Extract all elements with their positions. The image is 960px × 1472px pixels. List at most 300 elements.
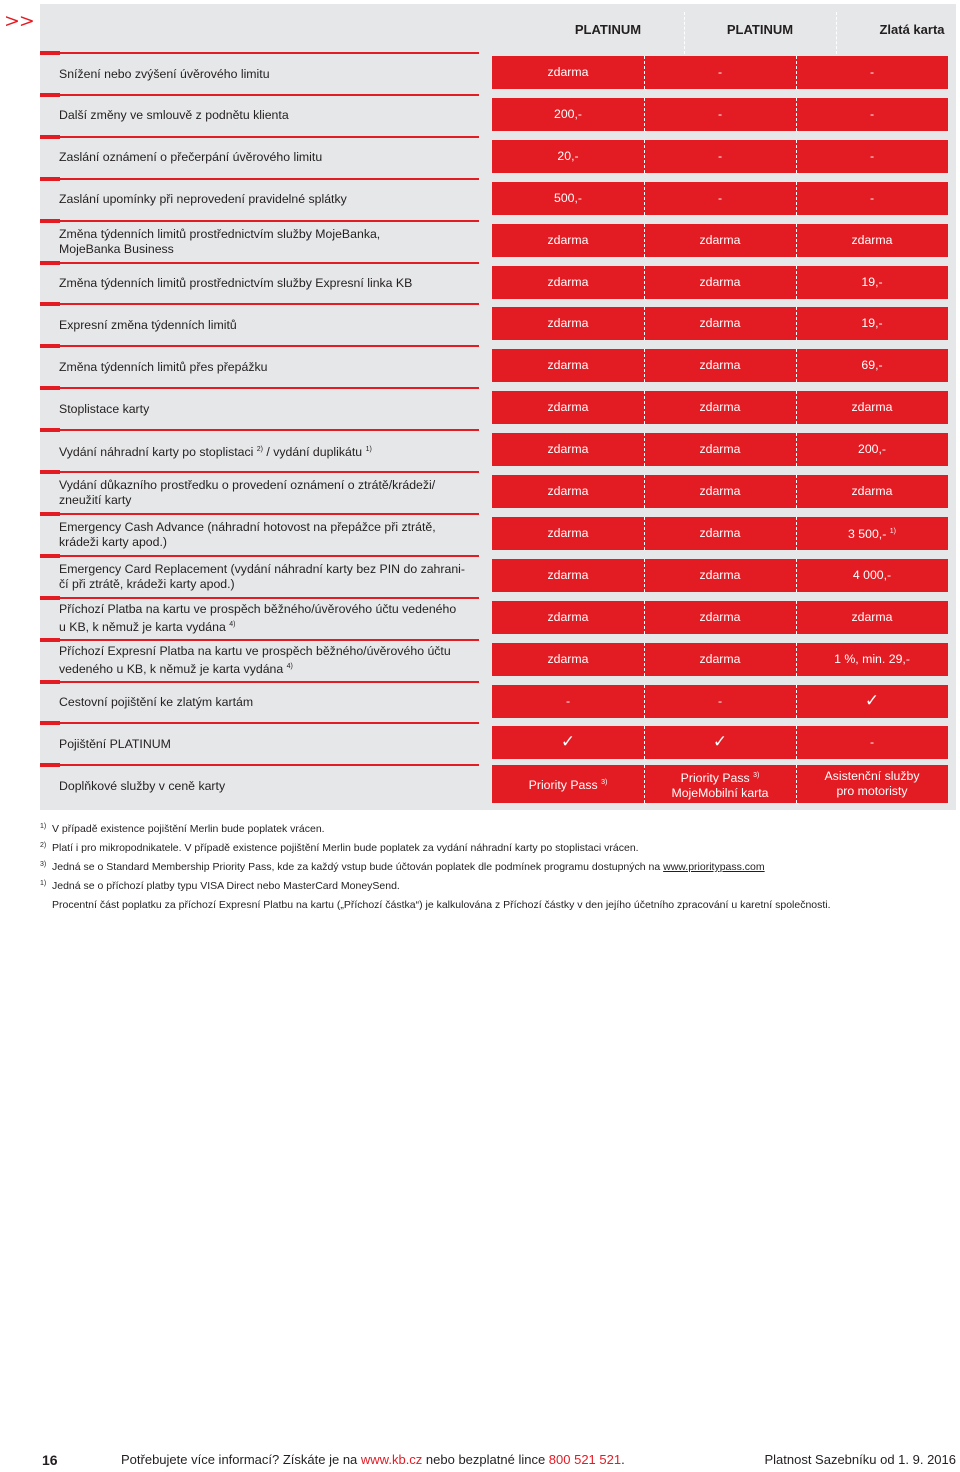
value-cells [492,559,948,592]
fee-value-text: zdarma [547,316,589,331]
footnote-mark: 1) [40,880,47,887]
fee-value-content [699,442,740,457]
value-cells [492,517,948,550]
row-label-text [59,737,171,752]
column-divider [644,685,645,718]
fee-value-text: zdarma [699,567,741,582]
footnote [40,839,940,858]
fee-value-text: 1 %, min. 29,- [834,651,910,666]
fee-value-text: Priority Pass [680,770,750,785]
row-label-text [59,442,372,460]
fee-value-text: 19,- [861,316,883,331]
fee-value [796,140,948,173]
fee-value-text: zdarma [699,525,741,540]
contact-text: nebo bezplatné lince [422,1452,549,1467]
row-label-main: Příchozí Platba na kartu ve prospěch běžného/úvěrového účtu vedeného u KB, k němuž je karta vydána [59,602,457,635]
checkmark-icon [796,685,948,718]
row-label [59,304,484,346]
row-label-text [59,360,267,375]
fee-value-text: 4 000,- [852,567,892,582]
fee-value-content [547,275,588,290]
footnote-ref: 1) [889,528,896,536]
row-label-text [59,478,435,508]
checkmark-icon [492,726,644,759]
column-divider [644,765,645,803]
fee-value [492,643,644,676]
fee-value [644,475,796,508]
fee-value-text: - [717,190,723,205]
footnote-mark: 3) [40,861,47,868]
row-label-main: Změna týdenních limitů prostřednictvím služby MojeBanka, MojeBanka Business [59,226,381,256]
column-divider [796,601,797,634]
table-row [40,640,948,682]
value-cells [492,224,948,257]
table-row [40,221,948,263]
row-label-text [59,402,149,417]
column-divider [684,12,685,54]
fee-value [644,307,796,340]
fee-value-content [547,316,588,331]
column-divider [796,643,797,676]
footnote [40,820,940,839]
fee-value-text: - [717,148,723,163]
fee-value-text: zdarma [547,400,589,415]
fee-value-text: zdarma [699,609,741,624]
kb-website-link[interactable]: www.kb.cz [360,1452,423,1467]
column-divider [796,765,797,803]
row-label-text [59,318,237,333]
row-label [59,179,484,221]
row-label-text [59,562,465,592]
row-label-main: Zaslání upomínky při neprovedení pravidelné splátky [59,192,347,207]
row-label [59,514,484,556]
value-cells [492,475,948,508]
fee-value-content [861,275,882,290]
fee-value [796,559,948,592]
fee-value [492,601,644,634]
row-label [59,598,484,640]
chevron-icon: >> [4,10,34,32]
column-divider [644,56,645,89]
fee-value-content [671,768,768,801]
fee-value-content [861,358,882,373]
fee-value-text: Asistenční služby pro motoristy [824,769,920,799]
fee-value-content [870,191,874,206]
prioritypass-link[interactable]: www.prioritypass.com [663,861,765,873]
row-label-main: Expresní změna týdenních limitů [59,317,237,332]
fee-value [796,349,948,382]
fee-value-content [870,107,874,122]
fee-value-text: - [869,735,875,750]
fee-value-text: - [869,106,875,121]
fee-value [796,643,948,676]
fee-value-content [718,65,722,80]
table-row [40,53,948,95]
column-divider [644,140,645,173]
row-label-main: Pojištění PLATINUM [59,736,171,751]
table-row [40,304,948,346]
row-label-text [59,779,225,794]
fee-value [796,224,948,257]
column-divider [836,12,837,54]
column-header-platinum-1: PLATINUM [574,22,642,37]
value-cells [492,307,948,340]
fee-value-text: zdarma [547,567,589,582]
fee-value [796,182,948,215]
fee-value [492,475,644,508]
fee-value-content [554,107,582,122]
fee-value-content [547,526,588,541]
column-divider [644,433,645,466]
fee-value-text: zdarma [851,609,893,624]
fee-value-text: zdarma [547,358,589,373]
row-label-main: Emergency Card Replacement (vydání náhradní karty bez PIN do zahrani- čí při ztrátě, krádeži karty apod.) [59,561,465,591]
column-divider [796,349,797,382]
row-label-text [59,150,322,165]
fee-value-content [547,233,588,248]
fee-value [644,685,796,718]
fee-value-text: 200,- [553,106,583,121]
value-cells [492,98,948,131]
value-cells [492,726,948,759]
fee-value-content [699,316,740,331]
fee-value [796,601,948,634]
fee-value [796,726,948,759]
fee-value-text: zdarma [851,484,893,498]
fee-value [796,475,948,508]
table-row [40,430,948,472]
value-cells [492,182,948,215]
fee-value-text: ✓ [864,690,880,711]
fee-value-text: ✓ [560,732,576,753]
row-label [59,346,484,388]
column-divider [796,56,797,89]
row-label-main: Cestovní pojištění ke zlatým kartám [59,695,254,709]
fee-value-content [699,400,740,415]
row-label [59,221,484,263]
footnote-text: Jedná se o příchozí platby typu VISA Direct nebo MasterCard MoneySend. [52,880,400,892]
table-row [40,95,948,137]
fee-value-text: 19,- [861,274,883,289]
row-label-main: Změna týdenních limitů prostřednictvím služby Expresní linka KB [59,276,413,290]
fee-value-content [870,149,874,164]
fee-value-text: zdarma [851,400,893,415]
row-label [59,765,484,807]
fee-value-content [851,484,892,499]
row-label-main: Příchozí Expresní Platba na kartu ve prospěch běžného/úvěrového účtu vedeného u KB, k němuž je karta vydána [59,644,451,677]
contact-info [121,1452,625,1467]
table-row [40,263,948,305]
column-divider [644,349,645,382]
footnote-ref: 3) [753,771,760,779]
column-divider [796,475,797,508]
fee-value-content [864,690,880,711]
fee-value [492,433,644,466]
fee-value-text: zdarma [547,525,589,540]
fee-value-content [560,732,576,753]
fee-value-text: 3 500,- [848,527,887,542]
fee-value [492,266,644,299]
table-row [40,556,948,598]
fee-value-text: - [717,65,723,79]
phone-number[interactable]: 800 521 521 [548,1452,622,1467]
row-label-main: Další změny ve smlouvě z podnětu klienta [59,108,289,123]
fee-value-content [851,400,892,415]
table-row [40,598,948,640]
fee-value-text: zdarma [547,609,589,624]
fee-value [644,433,796,466]
fee-value-text: Priority Pass [528,778,598,793]
table-row [40,765,948,807]
column-divider [644,391,645,424]
fee-value-text: - [869,190,875,205]
footnote-ref: 1) [365,446,372,454]
column-divider [644,182,645,215]
row-label [59,430,484,472]
fee-value-content [699,568,740,583]
footnote-mark: 1) [40,823,47,830]
fee-value-content [547,652,588,667]
fee-value-text: zdarma [699,232,741,247]
table-row [40,388,948,430]
column-divider [644,98,645,131]
value-cells [492,266,948,299]
fee-value-content [824,769,919,799]
fee-value-text: zdarma [699,274,741,289]
footnote-text: V případě existence pojištění Merlin bude poplatek vrácen. [52,823,325,835]
fee-value [492,307,644,340]
column-divider [796,726,797,759]
fee-value [644,224,796,257]
footnote-ref: 3) [601,779,608,787]
fee-value-text: - [717,106,723,121]
fee-value [492,391,644,424]
row-label [59,640,484,682]
fee-value [492,224,644,257]
fee-value [644,140,796,173]
row-label-main: Emergency Cash Advance (náhradní hotovost na přepážce při ztrátě, krádeži karty apod.) [59,519,436,549]
fee-value-text: zdarma [547,442,589,457]
footnote-ref: 4) [286,663,293,671]
fee-value-text: - [565,693,571,708]
value-cells [492,56,948,89]
fee-value-text: zdarma [547,232,589,247]
page-number: 16 [42,1452,58,1468]
fee-value-content [547,442,588,457]
footnote [40,896,940,915]
column-divider [796,517,797,550]
fee-value [796,433,948,466]
row-label [59,53,484,95]
fee-value-content [870,65,874,80]
row-label-main: Vydání důkazního prostředku o provedení oznámení o ztrátě/krádeži/ zneužití karty [59,478,436,507]
fee-value-text: zdarma [699,442,741,457]
fee-value-content [557,149,578,164]
fee-value [644,643,796,676]
footnote-text: Platí i pro mikropodnikatele. V případě existence pojištění Merlin bude poplatek za vydání náhradní karty po stoplistaci vrácen. [52,842,639,854]
fee-value-text: ✓ [712,732,728,753]
row-label-tail: / vydání duplikátu [263,445,363,460]
fee-value [796,765,948,803]
fee-value-content [834,652,910,667]
fee-value-content [566,694,570,709]
row-label-text [59,644,451,677]
fee-value [492,685,644,718]
column-header-platinum-2: PLATINUM [726,22,794,37]
fee-value [796,517,948,550]
column-divider [796,307,797,340]
fee-value-text: 69,- [861,358,883,373]
fee-value [644,391,796,424]
fee-value-content [718,694,722,709]
column-divider [644,601,645,634]
value-cells [492,433,948,466]
fee-value [492,98,644,131]
value-cells [492,685,948,718]
row-label [59,137,484,179]
column-divider [796,685,797,718]
fee-value-content [554,191,582,206]
row-label-text [59,67,270,82]
value-cells [492,601,948,634]
row-label [59,263,484,305]
fee-value-content [547,610,588,625]
fee-value-content [547,400,588,415]
fee-value-content [718,149,722,164]
fee-value [644,182,796,215]
table-row [40,472,948,514]
column-header-gold: Zlatá karta [879,22,945,37]
column-divider [796,182,797,215]
column-divider [644,517,645,550]
row-label [59,472,484,514]
column-divider [644,266,645,299]
row-label-main: Doplňkové služby v ceně karty [59,778,226,793]
value-cells [492,140,948,173]
fee-value-text: zdarma [547,651,589,666]
fee-value-content [718,107,722,122]
fee-value [644,266,796,299]
fee-value-content [870,735,874,750]
fee-value [796,391,948,424]
fee-value-content [699,275,740,290]
footnote-text: Procentní část poplatku za příchozí Expresní Platbu na kartu („Příchozí částka“) je kalkulována z Příchozí částky v den jejího účetního zpracování u karetní společnosti. [52,899,831,911]
fee-value [492,349,644,382]
fee-value [644,559,796,592]
column-divider [644,475,645,508]
table-row [40,723,948,765]
fee-value [492,517,644,550]
column-divider [796,140,797,173]
fee-value-content [529,775,608,793]
fee-value-text: - [869,65,875,79]
row-label-text [59,602,456,635]
contact-text: . [621,1452,625,1467]
row-label [59,723,484,765]
fee-value-content [851,233,892,248]
row-label-main: Změna týdenních limitů přes přepážku [59,359,268,374]
fee-value-content [699,233,740,248]
row-label [59,682,484,724]
row-label-text [59,276,412,291]
fee-value [492,559,644,592]
fee-value-content [699,610,740,625]
value-cells [492,391,948,424]
column-divider [796,391,797,424]
fee-value-text: zdarma [699,484,741,498]
footnote-text: Jedná se o Standard Membership Priority Pass, kde za každý vstup bude účtován poplatek dle podmínek programu dostupných na [52,861,664,873]
fee-value-content [547,65,588,80]
column-divider [644,643,645,676]
column-divider [644,224,645,257]
validity-note: Platnost Sazebníku od 1. 9. 2016 [764,1452,956,1467]
row-label-main: Zaslání oznámení o přečerpání úvěrového limitu [59,150,323,165]
fee-value-text: - [869,148,875,163]
column-headers [532,4,960,54]
fee-value-text: zdarma [699,400,741,415]
column-divider [796,98,797,131]
checkmark-icon [644,726,796,759]
page-footer [0,1452,960,1472]
footnote-mark: 2) [40,842,47,849]
table-row [40,514,948,556]
fee-value-text: - [717,693,723,708]
fee-value [644,517,796,550]
fee-value-content [699,652,740,667]
row-label-main: Vydání náhradní karty po stoplistaci [59,445,254,460]
contact-text: Potřebujete více informací? Získáte je na [121,1452,361,1467]
fee-value [644,98,796,131]
fee-value-content [848,524,896,542]
column-divider [796,433,797,466]
fee-value [796,98,948,131]
fee-value [492,765,644,803]
row-label-text [59,520,436,550]
fee-value [492,182,644,215]
fee-value-content [547,358,588,373]
footnote [40,858,940,877]
fee-value-text: zdarma [547,274,589,289]
row-label-main: Snížení nebo zvýšení úvěrového limitu [59,66,270,81]
fee-value-content [699,526,740,541]
column-divider [796,266,797,299]
fee-value-content [699,358,740,373]
table-row [40,179,948,221]
fee-value-content [853,568,891,583]
fee-value [796,56,948,89]
footnote-ref: 4) [229,621,236,629]
fee-value [492,56,644,89]
fee-value-content [699,484,740,499]
fee-value [644,765,796,803]
row-label-text [59,108,289,123]
value-cells [492,643,948,676]
table-row [40,682,948,724]
fee-value-content [712,732,728,753]
fee-value-text: zdarma [699,358,741,373]
fee-value [644,601,796,634]
row-label [59,388,484,430]
fee-value [644,56,796,89]
fee-value-content [851,610,892,625]
row-label-text [59,695,253,710]
fee-value-text: zdarma [699,651,741,666]
fee-value [644,349,796,382]
fee-value-extra: MojeMobilní karta [671,785,769,800]
fee-value-text: zdarma [851,232,893,247]
column-divider [796,224,797,257]
fee-value-text: zdarma [547,484,589,498]
